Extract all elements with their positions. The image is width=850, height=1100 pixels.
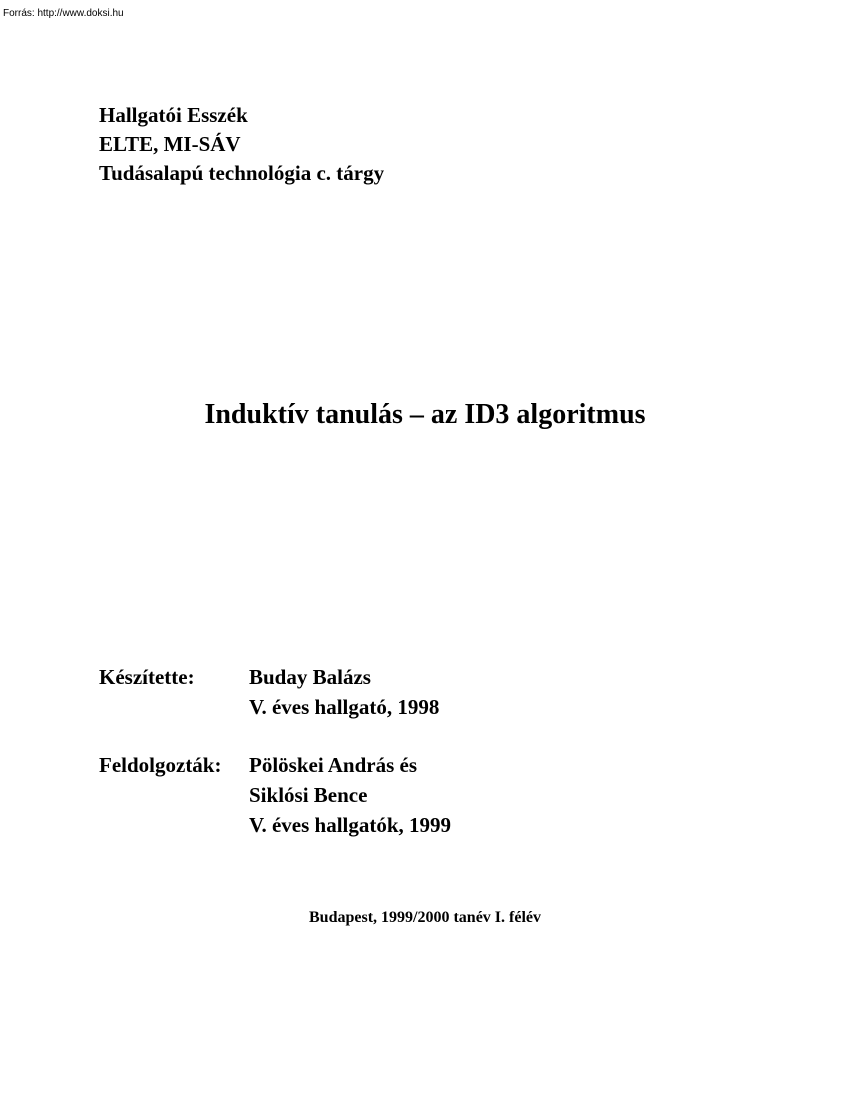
processed-by-name-1: Pölöskei András és <box>249 753 418 777</box>
processed-by-detail: V. éves hallgatók, 1999 <box>249 813 452 837</box>
processed-by-label: Feldolgozták: <box>99 753 222 777</box>
document-title: Induktív tanulás – az ID3 algoritmus <box>204 399 646 430</box>
header-line-course: Tudásalapú technológia c. tárgy <box>99 161 385 185</box>
prepared-by-detail: V. éves hallgató, 1998 <box>249 695 440 719</box>
prepared-by-label: Készítette: <box>99 665 195 689</box>
header-line-essays: Hallgatói Esszék <box>99 103 248 127</box>
header-line-institution: ELTE, MI-SÁV <box>99 132 241 156</box>
source-note: Forrás: http://www.doksi.hu <box>3 8 124 19</box>
prepared-by-group <box>99 662 451 722</box>
prepared-by-lines <box>249 662 439 722</box>
header-block <box>99 101 384 188</box>
processed-by-group <box>99 750 451 840</box>
credits-block <box>99 662 451 840</box>
processed-by-name-2: Siklósi Bence <box>249 783 368 807</box>
prepared-by-name: Buday Balázs <box>249 665 371 689</box>
processed-by-lines <box>249 750 451 840</box>
footer-place-date: Budapest, 1999/2000 tanév I. félév <box>309 909 541 926</box>
